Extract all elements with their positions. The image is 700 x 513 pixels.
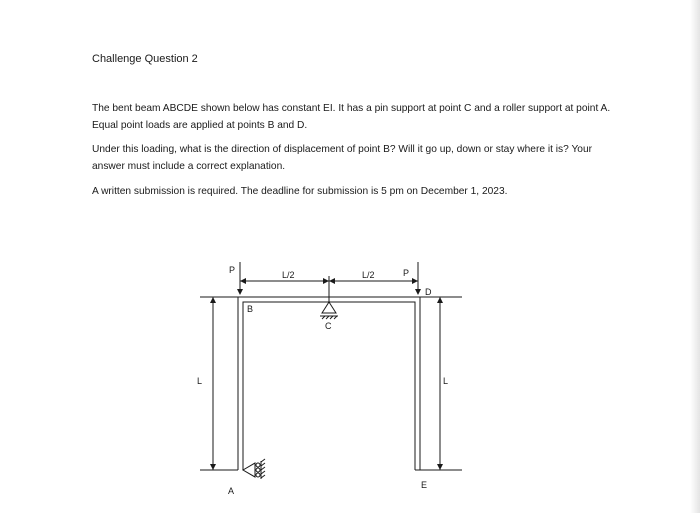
height-label-left: L bbox=[197, 376, 203, 386]
height-label-right: L bbox=[443, 376, 449, 386]
question-text: Under this loading, what is the direction of displacement of point B? Will it go up, down or stay where it is? Your answer must include a correct explanation. bbox=[92, 144, 593, 172]
question-heading: Challenge Question 2 bbox=[92, 53, 198, 65]
point-label-b: B bbox=[247, 304, 254, 314]
arrow-head-d bbox=[415, 289, 421, 295]
point-label-e: E bbox=[421, 480, 428, 490]
load-label-d: P bbox=[403, 268, 410, 278]
submission-note: A written submission is required. The deadline for submission is 5 pm on December 1, 2023. bbox=[92, 186, 508, 197]
roller-support-a bbox=[243, 463, 255, 477]
point-label-c: C bbox=[325, 321, 332, 331]
problem-statement: The bent beam ABCDE shown below has constant EI. It has a pin support at point C and a roller support at point A. Equal point loads are applied at points B and D. bbox=[92, 103, 611, 131]
span-label-right: L/2 bbox=[362, 270, 375, 280]
point-label-a: A bbox=[228, 486, 235, 496]
page-edge-shadow bbox=[690, 0, 700, 513]
span-label-left: L/2 bbox=[282, 270, 295, 280]
bent-beam-diagram bbox=[180, 250, 480, 505]
load-label-b: P bbox=[229, 265, 236, 275]
point-label-d: D bbox=[425, 287, 432, 297]
arrow-head-b bbox=[237, 289, 243, 295]
pin-support-c bbox=[322, 302, 336, 313]
